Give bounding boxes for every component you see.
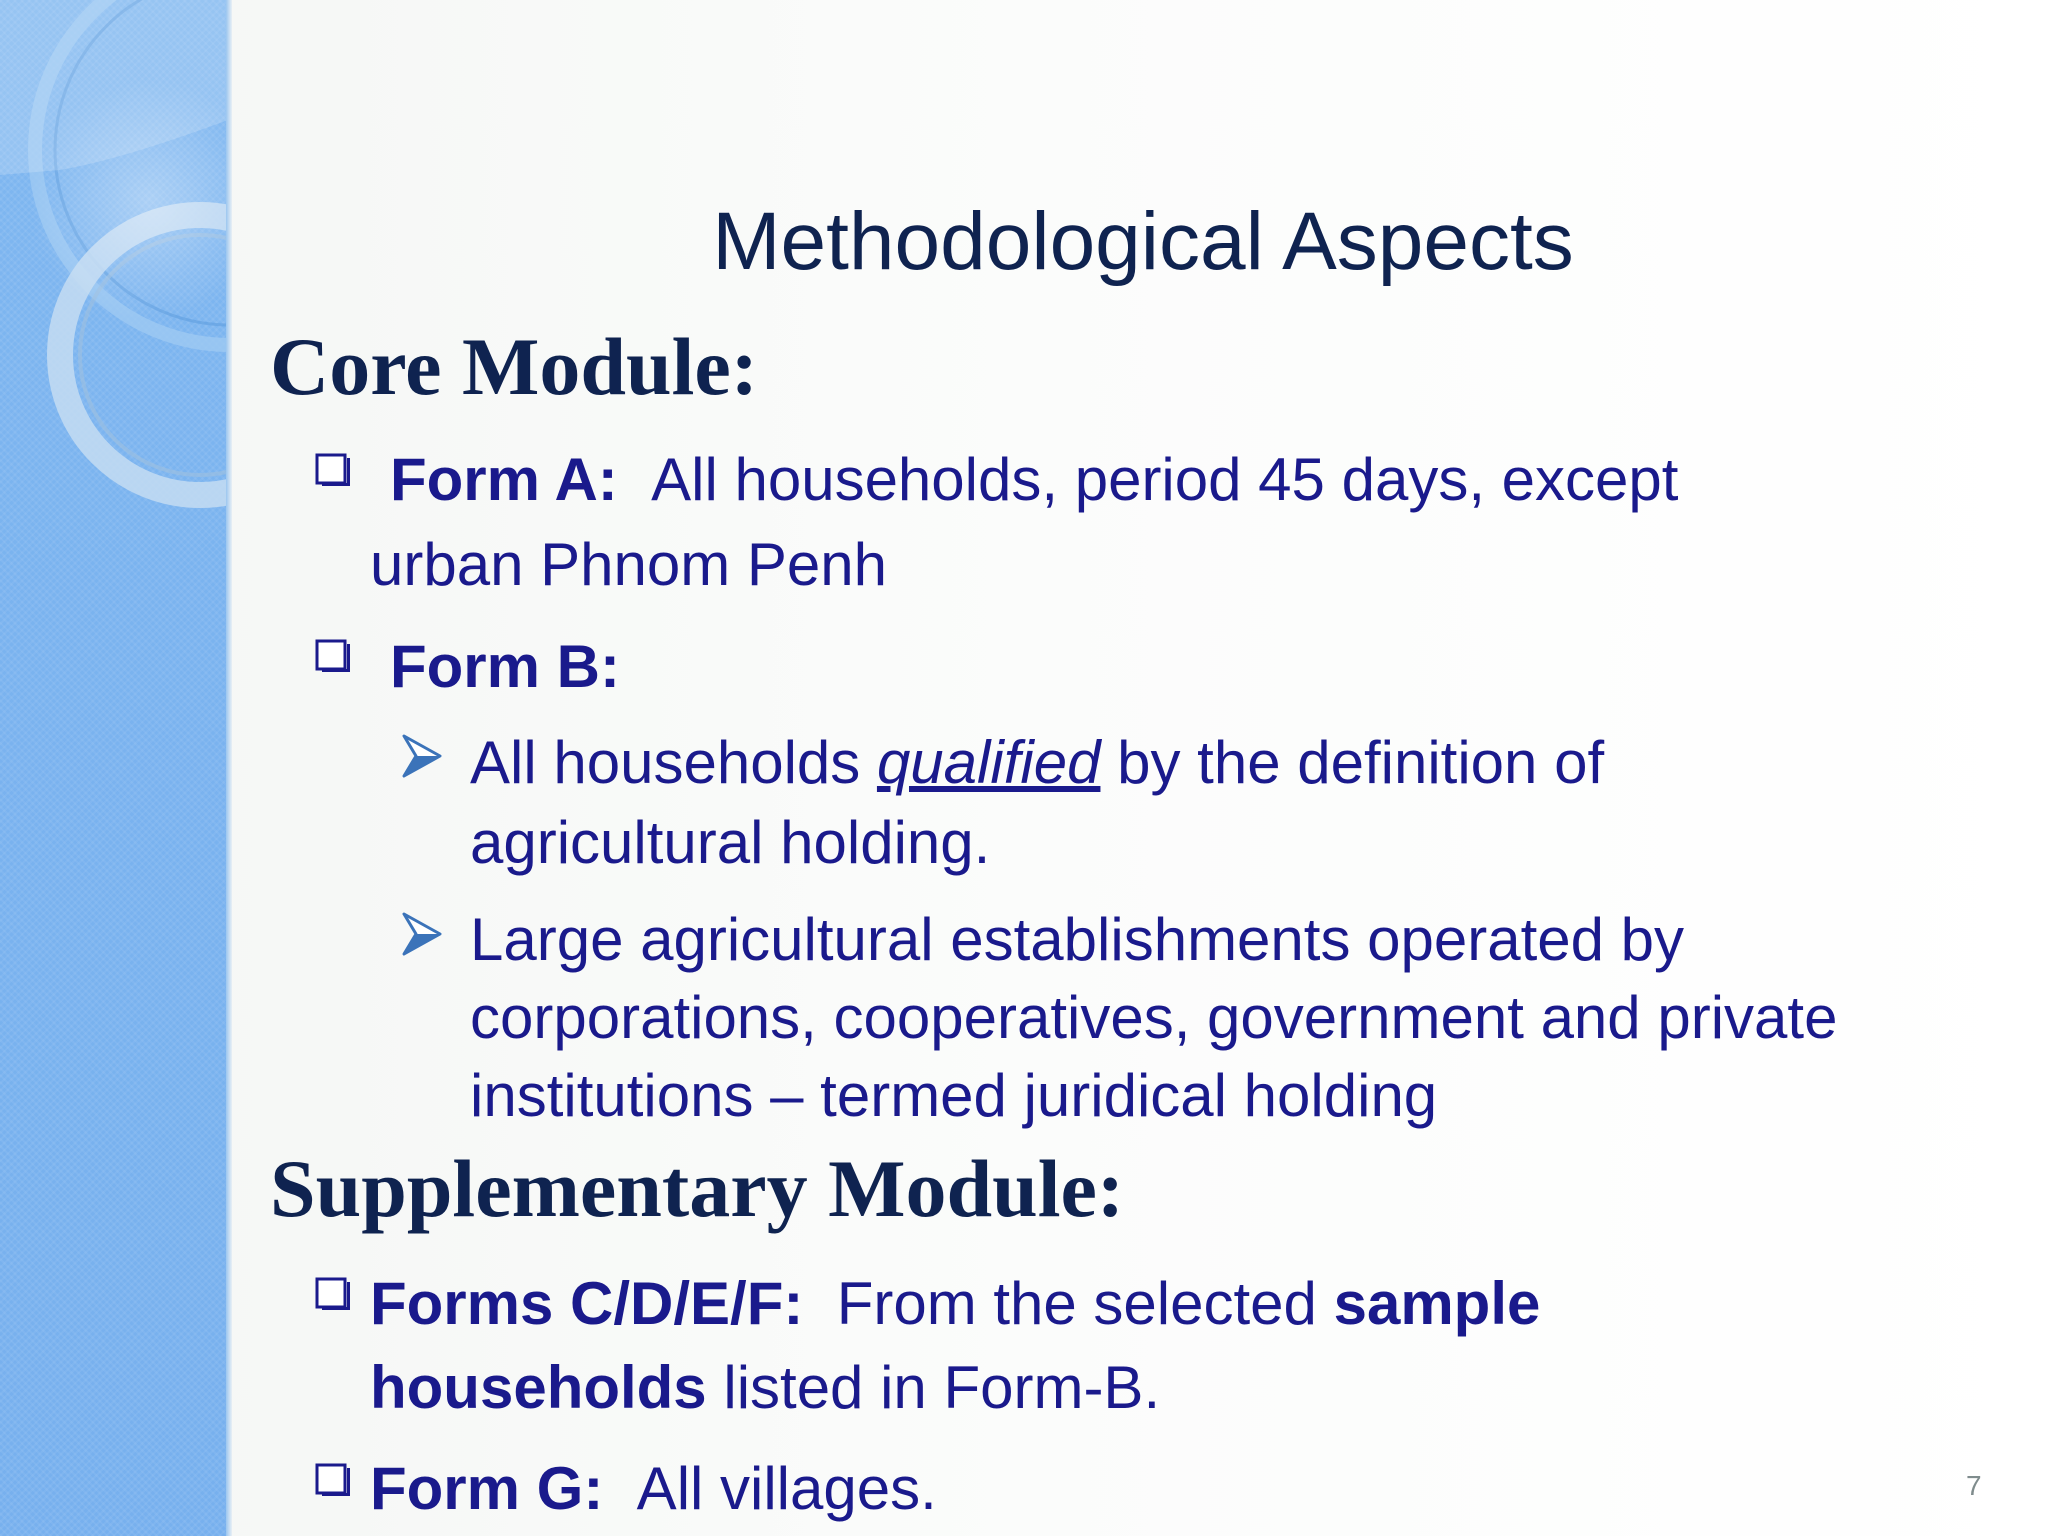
page-number: 7 [1966,1470,1982,1501]
form-a-item [390,438,1678,521]
form-b-sub1-emph: qualified [876,729,1101,796]
forms-cdef-text-post: listed in Form-B. [706,1354,1161,1421]
form-b-sub2-line1: Large agricultural establishments operated by [470,906,1685,973]
form-a-text-line2: urban Phnom Penh [370,531,888,598]
forms-cdef-text-bold1: sample [1333,1270,1541,1337]
decorative-side-band [0,0,228,1536]
form-b-sub2-line2: corporations, cooperatives, government and private [470,984,1838,1051]
hollow-square-icon [314,446,354,486]
form-g-label: Form G: [370,1455,604,1522]
slide-title: Methodological Aspects [712,196,1574,287]
form-b-sub1-line2: agricultural holding. [470,809,991,876]
forms-cdef-text-bold2: households [370,1354,707,1421]
hollow-square-icon [314,632,354,672]
form-b-item [390,625,620,708]
form-b-label: Form B: [390,633,620,700]
hollow-square-icon [314,1456,354,1496]
form-b-sub1-line1 [470,723,1604,803]
arrowhead-icon [400,732,444,780]
forms-cdef-label: Forms C/D/E/F: [370,1270,804,1337]
form-b-sub1-pre: All households [470,729,877,796]
forms-cdef-text-pre: From the selected [836,1270,1334,1337]
arrowhead-icon [400,910,444,958]
form-b-sub2-line3: institutions – termed juridical holding [470,1062,1438,1129]
forms-cdef-item [370,1262,1540,1345]
form-g-text: All villages. [636,1455,937,1522]
form-g-item [370,1447,937,1530]
decorative-circles-icon [0,0,228,1536]
form-a-label: Form A: [390,446,618,513]
supplementary-module-heading: Supplementary Module: [270,1143,1125,1234]
forms-cdef-line2 [370,1346,1160,1429]
form-a-text-line1: All households, period 45 days, except [651,446,1679,513]
form-b-sub1-post: by the definition of [1100,729,1605,796]
core-module-heading: Core Module: [270,321,759,412]
hollow-square-icon [314,1270,354,1310]
